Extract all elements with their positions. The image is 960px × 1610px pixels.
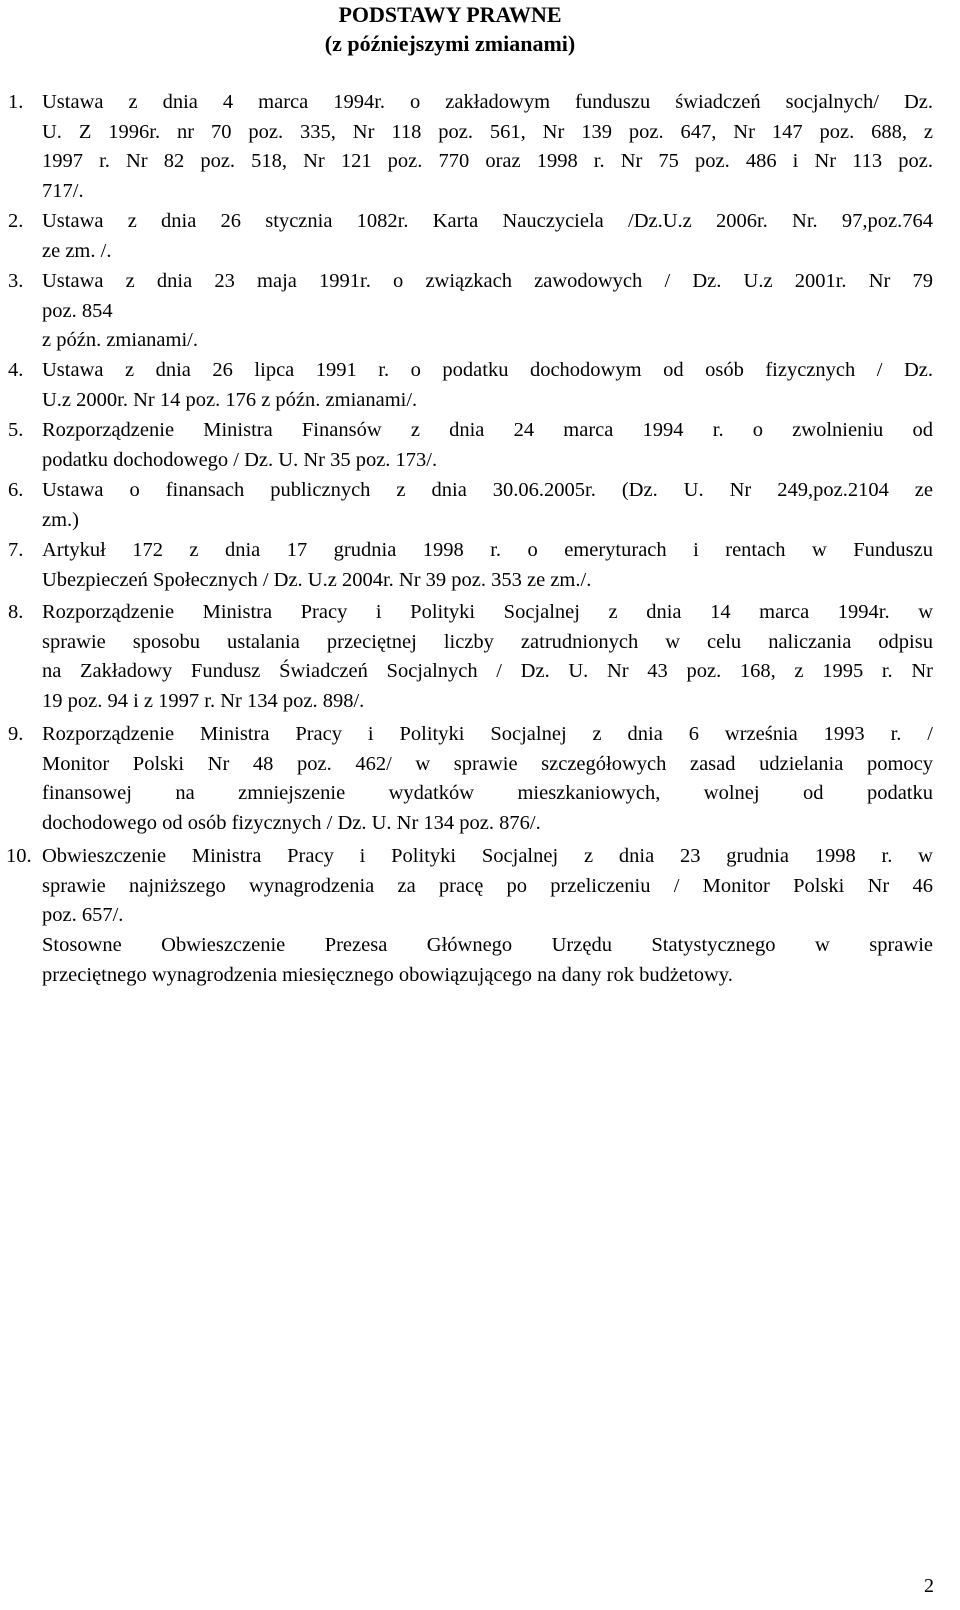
list-item [8, 416, 933, 475]
text-line: Ubezpieczeń Społecznych / Dz. U.z 2004r. Nr 39 poz. 353 ze zm./. [42, 568, 592, 591]
text-line: ze zm. /. [42, 239, 112, 262]
text-line: Rozporządzenie Ministra Pracy i Polityki Socjalnej z dnia 14 marca 1994r. w [42, 601, 933, 623]
list-item-number: 5. [8, 419, 24, 441]
text-line: Ustawa z dnia 26 stycznia 1082r. Karta Nauczyciela /Dz.U.z 2006r. Nr. 97,poz.764 [42, 210, 933, 232]
text-line: Rozporządzenie Ministra Finansów z dnia 24 marca 1994 r. o zwolnieniu od [42, 419, 933, 441]
list-item [8, 356, 933, 415]
list-item-number: 6. [8, 479, 24, 501]
text-line: poz. 854 [42, 299, 113, 322]
text-line: 1997 r. Nr 82 poz. 518, Nr 121 poz. 770 oraz 1998 r. Nr 75 poz. 486 i Nr 113 poz. [42, 150, 933, 173]
text-line: dochodowego od osób fizycznych / Dz. U. Nr 134 poz. 876/. [42, 812, 541, 835]
page-subtitle: (z późniejszymi zmianami) [324, 31, 576, 56]
text-line: Rozporządzenie Ministra Pracy i Polityki Socjalnej z dnia 6 września 1993 r. / [42, 723, 933, 745]
text-line: Obwieszczenie Ministra Pracy i Polityki Socjalnej z dnia 23 grudnia 1998 r. w [42, 845, 933, 867]
list-item-text [42, 267, 933, 356]
list-item-text [42, 356, 933, 415]
text-line: finansowej na zmniejszenie wydatków mieszkaniowych, wolnej od podatku [42, 782, 933, 805]
text-line: przeciętnego wynagrodzenia miesięcznego obowiązującego na dany rok budżetowy. [42, 963, 733, 986]
list-item-text [42, 842, 933, 991]
text-line: Ustawa z dnia 23 maja 1991r. o związkach zawodowych / Dz. U.z 2001r. Nr 79 [42, 270, 933, 292]
text-line: Stosowne Obwieszczenie Prezesa Głównego Urzędu Statystycznego w sprawie [42, 934, 933, 957]
list-item-number: 3. [8, 270, 24, 292]
list-item-number: 10. [6, 845, 32, 867]
page-title: PODSTAWY PRAWNE [338, 2, 562, 27]
text-line: 717/. [42, 180, 84, 203]
text-line: sprawie sposobu ustalania przeciętnej liczby zatrudnionych w celu naliczania odpisu [42, 630, 933, 653]
page-number: 2 [924, 1575, 934, 1597]
list-item-number: 2. [8, 210, 24, 232]
text-line: Monitor Polski Nr 48 poz. 462/ w sprawie szczegółowych zasad udzielania pomocy [42, 752, 933, 775]
list-item-text [42, 416, 933, 475]
list-item-number: 1. [8, 91, 24, 113]
text-line: 19 poz. 94 i z 1997 r. Nr 134 poz. 898/. [42, 690, 365, 713]
list-item-number: 9. [8, 723, 24, 745]
text-line: na Zakładowy Fundusz Świadczeń Socjalnych / Dz. U. Nr 43 poz. 168, z 1995 r. Nr [42, 660, 933, 683]
text-line: Ustawa z dnia 26 lipca 1991 r. o podatku dochodowym od osób fizycznych / Dz. [42, 359, 933, 381]
list-item-number: 7. [8, 539, 24, 561]
text-line: Ustawa z dnia 4 marca 1994r. o zakładowym funduszu świadczeń socjalnych/ Dz. [42, 91, 933, 113]
text-line: Artykuł 172 z dnia 17 grudnia 1998 r. o emeryturach i rentach w Funduszu [42, 539, 933, 561]
text-line: podatku dochodowego / Dz. U. Nr 35 poz. 173/. [42, 448, 438, 471]
list-item-text [42, 720, 933, 839]
list-item [8, 720, 933, 839]
list-item [8, 536, 933, 595]
list-item [8, 598, 933, 717]
text-line: poz. 657/. [42, 904, 124, 927]
text-line: zm.) [42, 508, 79, 531]
text-line: sprawie najniższego wynagrodzenia za pracę po przeliczeniu / Monitor Polski Nr 46 [42, 874, 933, 897]
text-line: U. Z 1996r. nr 70 poz. 335, Nr 118 poz. 561, Nr 139 poz. 647, Nr 147 poz. 688, z [42, 120, 933, 143]
list-item [8, 476, 933, 535]
text-line: U.z 2000r. Nr 14 poz. 176 z późn. zmianami/. [42, 388, 418, 411]
list-item-text [42, 207, 933, 266]
list-item [8, 267, 933, 356]
text-line: z późn. zmianami/. [42, 329, 198, 352]
list-item [8, 88, 933, 207]
list-item [8, 842, 933, 991]
list-item-text [42, 476, 933, 535]
list-item-text [42, 88, 933, 207]
list-item-number: 4. [8, 359, 24, 381]
list-item [8, 207, 933, 266]
text-line: Ustawa o finansach publicznych z dnia 30.06.2005r. (Dz. U. Nr 249,poz.2104 ze [42, 479, 933, 501]
list-item-text [42, 598, 933, 717]
list-item-number: 8. [8, 601, 24, 623]
list-item-text [42, 536, 933, 595]
